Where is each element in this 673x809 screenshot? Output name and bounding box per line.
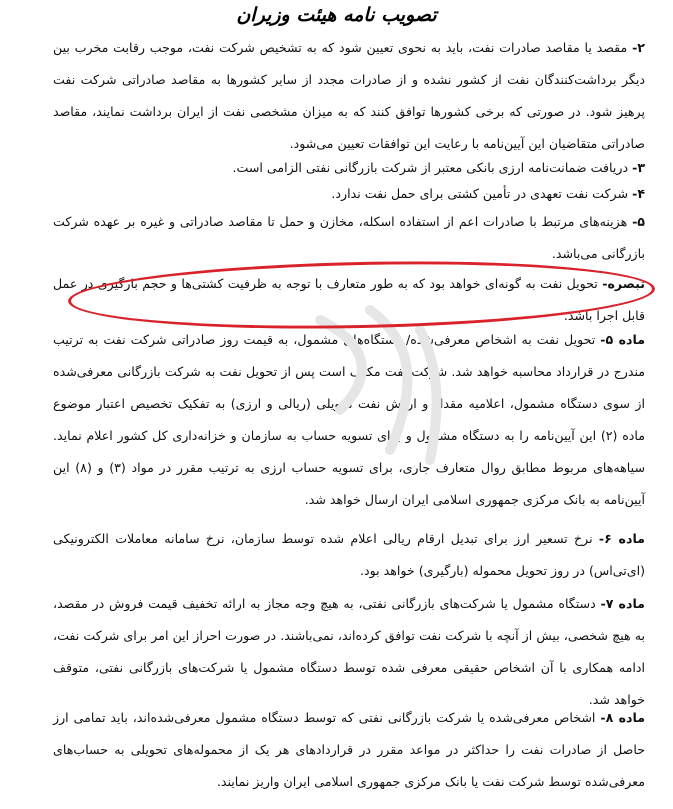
article-text: اشخاص معرفی‌شده یا شرکت بازرگانی نفتی که توسط دستگاه مشمول معرفی‌شده‌اند، باید تمامی ارز حاصل از صادرات نفت را حداکثر در مواعد مقرر در قراردادهای هر یک از محموله‌های تحویلی به حساب‌های معرفی‌شده توسط شرکت نفت یا بانک مرکزی جمهوری اسلامی ایران واریز نمایند. <box>53 710 645 789</box>
article-text: دستگاه مشمول یا شرکت‌های بازرگانی نفتی، به هیچ وجه مجاز به ارائه تخفیف قیمت فروش در مقصد، به هیچ شخصی، بیش از آنچه با شرکت نفت توافق کرده‌اند، نمی‌باشند. در صورت احراز این امر برای شرکت نفت، ادامه همکاری با آن اشخاص حقیقی معرفی شده توسط دستگاه مشمول یا شرکت‌های بازرگانی نفتی، متوقف خواهد شد. <box>53 596 645 707</box>
article-5 <box>53 324 645 516</box>
item-text: مقصد یا مقاصد صادرات نفت، باید به نحوی تعیین شود که به تشخیص شرکت نفت، موجب رقابت مخرب بین دیگر برداشت‌کنندگان نفت از کشور نشده و از صادرات مجدد از سایر کشورها به مقاصد صادراتی شرکت نفت پرهیز شود. در صورتی که برخی کشورها توافق کنند که به میزان مشخصی نفت از ایران برداشت نمایند، مقاصد صادراتی متقاضیان این آیین‌نامه با رعایت این توافقات تعیین می‌شود. <box>53 40 645 151</box>
page-title: تصویب نامه هیئت وزیران <box>236 4 437 26</box>
paragraph-item-5 <box>53 206 645 270</box>
note-text: تحویل نفت به گونه‌ای خواهد بود که به طور متعارف با توجه به ظرفیت کشتی‌ها و حجم بارگیری در عمل قابل اجرا باشد. <box>53 276 645 323</box>
item-label: ۴- <box>632 186 645 201</box>
item-text: هزینه‌های مرتبط با صادرات اعم از استفاده اسکله، مخازن و حمل تا مقاصد صادراتی و غیره بر عهده شرکت بازرگانی می‌باشد. <box>53 214 645 261</box>
article-label: ماده ۶- <box>598 531 645 546</box>
article-7 <box>53 588 645 716</box>
paragraph-item-2 <box>53 32 645 160</box>
article-text: نرخ تسعیر ارز برای تبدیل ارقام ریالی اعلام شده توسط سازمان، نرخ سامانه معاملات الکترونیکی (ای‌تی‌اس) در روز تحویل محموله (بارگیری) خواهد بود. <box>53 531 645 578</box>
article-8 <box>53 702 645 798</box>
item-text: دریافت ضمانت‌نامه ارزی بانکی معتبر از شرکت بازرگانی نفتی الزامی است. <box>232 160 629 175</box>
article-label: ماده ۵- <box>600 332 645 347</box>
article-label: ماده ۷- <box>600 596 645 611</box>
note-paragraph <box>53 268 645 332</box>
article-label: ماده ۸- <box>600 710 645 725</box>
item-label: ۳- <box>632 160 645 175</box>
article-6 <box>53 523 645 587</box>
item-label: ۵- <box>632 214 645 229</box>
item-text: شرکت نفت تعهدی در تأمین کشتی برای حمل نفت ندارد. <box>331 186 629 201</box>
item-label: ۲- <box>632 40 645 55</box>
note-label: تبصره- <box>602 276 645 291</box>
article-text: تحویل نفت به اشخاص معرفی‌شده/ دستگاه‌های مشمول، به قیمت روز صادراتی شرکت نفت به ترتیب مندرج در قرارداد محاسبه خواهد شد. شرکت نفت مکلف است پس از تحویل نفت به شرکت بازرگانی معرفی‌شده از سوی دستگاه مشمول، اعلامیه مقدار و ارزش نفت تحویلی (ریالی و ارزی) به تفکیک تخصیص اعتبار موضوع ماده (۲) این آیین‌نامه را به دستگاه مشمول و برای تسویه حساب به سازمان و خزانه‌داری کل کشور اعلام نماید. سیاهه‌های مربوط مطابق روال متعارف جاری، برای تسویه حساب ارزی به ترتیب مقرر در مواد (۳) و (۸) این آیین‌نامه به بانک مرکزی جمهوری اسلامی ایران ارسال خواهد شد. <box>53 332 645 507</box>
